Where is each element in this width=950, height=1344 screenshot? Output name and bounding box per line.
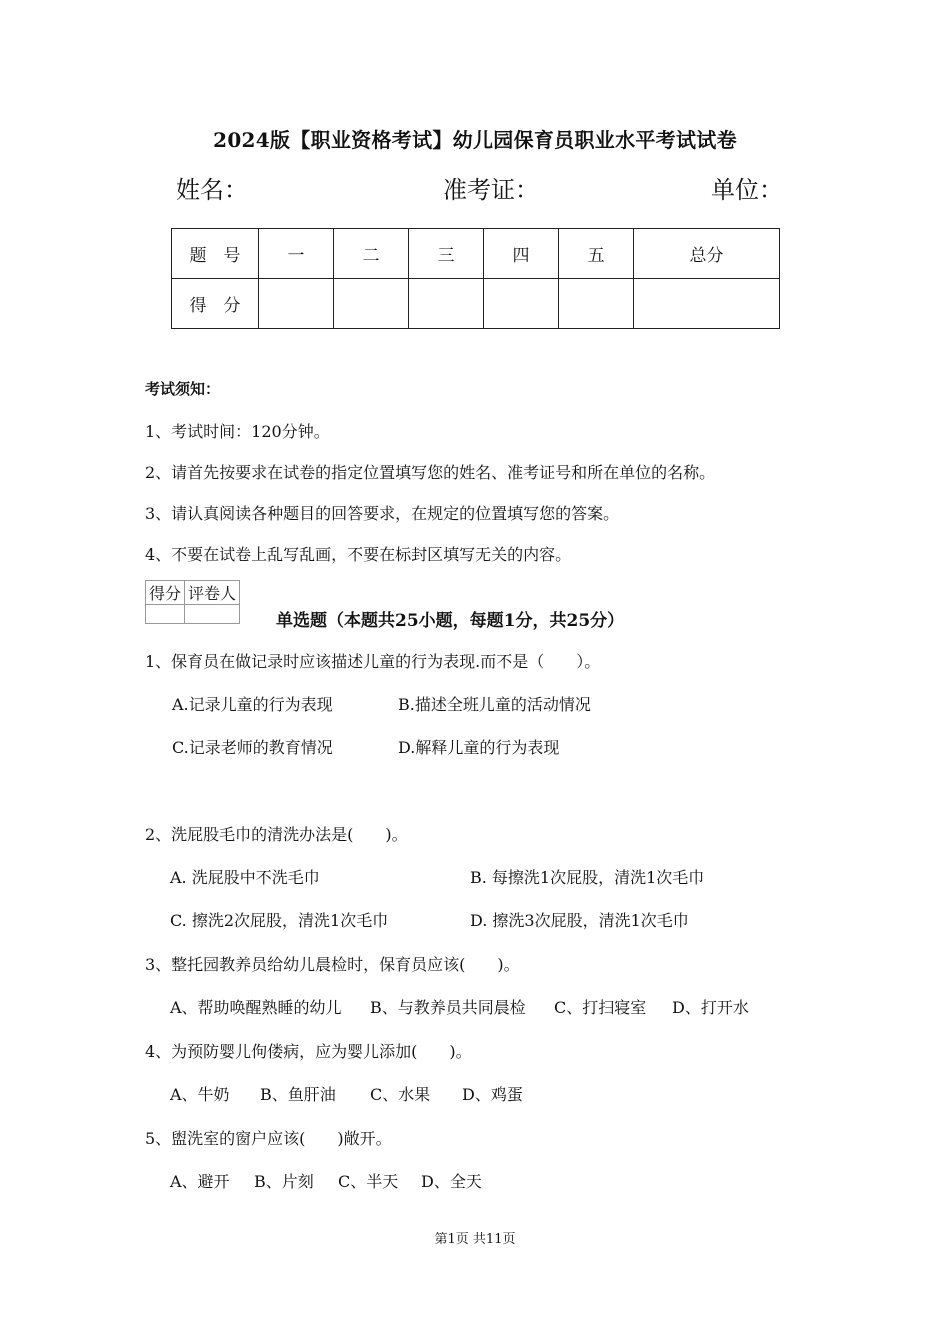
score-table-header-cell: 五 xyxy=(559,229,634,279)
exam-title: 2024版【职业资格考试】幼儿园保育员职业水平考试试卷 xyxy=(213,128,737,152)
score-cell[interactable] xyxy=(409,279,484,329)
grader-score-cell[interactable] xyxy=(146,605,185,624)
question-text: 3、整托园教养员给幼儿晨检时，保育员应该( )。 xyxy=(145,955,520,974)
question-text: 5、盥洗室的窗户应该( )敞开。 xyxy=(145,1129,392,1148)
question-option: D、全天 xyxy=(421,1172,482,1191)
score-table-header-cell: 题 号 xyxy=(172,229,259,279)
score-cell[interactable] xyxy=(334,279,409,329)
question-option: D、打开水 xyxy=(672,998,749,1017)
question-option: A、牛奶 xyxy=(170,1085,230,1104)
notice-item: 1、考试时间：120分钟。 xyxy=(145,422,330,441)
question-option: D.解释儿童的行为表现 xyxy=(398,738,560,757)
score-cell[interactable] xyxy=(634,279,780,329)
score-table xyxy=(171,228,780,329)
grader-table xyxy=(145,580,240,624)
question-option: D、鸡蛋 xyxy=(462,1085,523,1104)
question-option: A.记录儿童的行为表现 xyxy=(172,695,333,714)
notice-item: 3、请认真阅读各种题目的回答要求，在规定的位置填写您的答案。 xyxy=(145,504,620,523)
score-cell[interactable] xyxy=(259,279,334,329)
grader-reviewer-cell[interactable] xyxy=(185,605,240,624)
score-table-header-row xyxy=(172,229,780,279)
name-label: 姓名： xyxy=(176,176,248,204)
question-text: 1、保育员在做记录时应该描述儿童的行为表现.而不是（ ）。 xyxy=(145,652,601,671)
score-table-score-row xyxy=(172,279,780,329)
page-number: 第1页 共11页 xyxy=(434,1232,516,1247)
score-table-header-cell: 一 xyxy=(259,229,334,279)
question-option: C、半天 xyxy=(338,1172,399,1191)
question-option: B、鱼肝油 xyxy=(260,1085,336,1104)
question-option: A. 洗屁股中不洗毛巾 xyxy=(170,868,320,887)
score-cell[interactable] xyxy=(484,279,559,329)
question-option: A、避开 xyxy=(170,1172,230,1191)
question-option: C、水果 xyxy=(370,1085,431,1104)
score-table-header-cell: 三 xyxy=(409,229,484,279)
question-option: C、打扫寝室 xyxy=(554,998,647,1017)
unit-label: 单位： xyxy=(711,176,783,204)
grader-reviewer-label: 评卷人 xyxy=(185,581,240,605)
section-title: 单选题（本题共25小题，每题1分，共25分） xyxy=(276,611,625,631)
question-option: C.记录老师的教育情况 xyxy=(172,738,333,757)
score-table-row-label: 得 分 xyxy=(172,279,259,329)
question-option: B. 每擦洗1次屁股，清洗1次毛巾 xyxy=(470,868,705,887)
question-option: B、与教养员共同晨检 xyxy=(370,998,526,1017)
exam-id-label: 准考证： xyxy=(443,176,539,204)
score-table-header-cell: 四 xyxy=(484,229,559,279)
score-table-header-cell: 总分 xyxy=(634,229,780,279)
notice-item: 4、不要在试卷上乱写乱画，不要在标封区填写无关的内容。 xyxy=(145,545,572,564)
score-cell[interactable] xyxy=(559,279,634,329)
question-option: A、帮助唤醒熟睡的幼儿 xyxy=(170,998,342,1017)
question-option: B.描述全班儿童的活动情况 xyxy=(398,695,591,714)
grader-score-label: 得分 xyxy=(146,581,185,605)
question-option: D. 擦洗3次屁股，清洗1次毛巾 xyxy=(470,911,689,930)
score-table-header-cell: 二 xyxy=(334,229,409,279)
notice-item: 2、请首先按要求在试卷的指定位置填写您的姓名、准考证号和所在单位的名称。 xyxy=(145,463,716,482)
question-option: C. 擦洗2次屁股，清洗1次毛巾 xyxy=(170,911,389,930)
question-text: 2、洗屁股毛巾的清洗办法是( )。 xyxy=(145,825,408,844)
question-option: B、片刻 xyxy=(254,1172,314,1191)
question-text: 4、为预防婴儿佝偻病，应为婴儿添加( )。 xyxy=(145,1042,472,1061)
notice-heading: 考试须知： xyxy=(145,380,221,398)
